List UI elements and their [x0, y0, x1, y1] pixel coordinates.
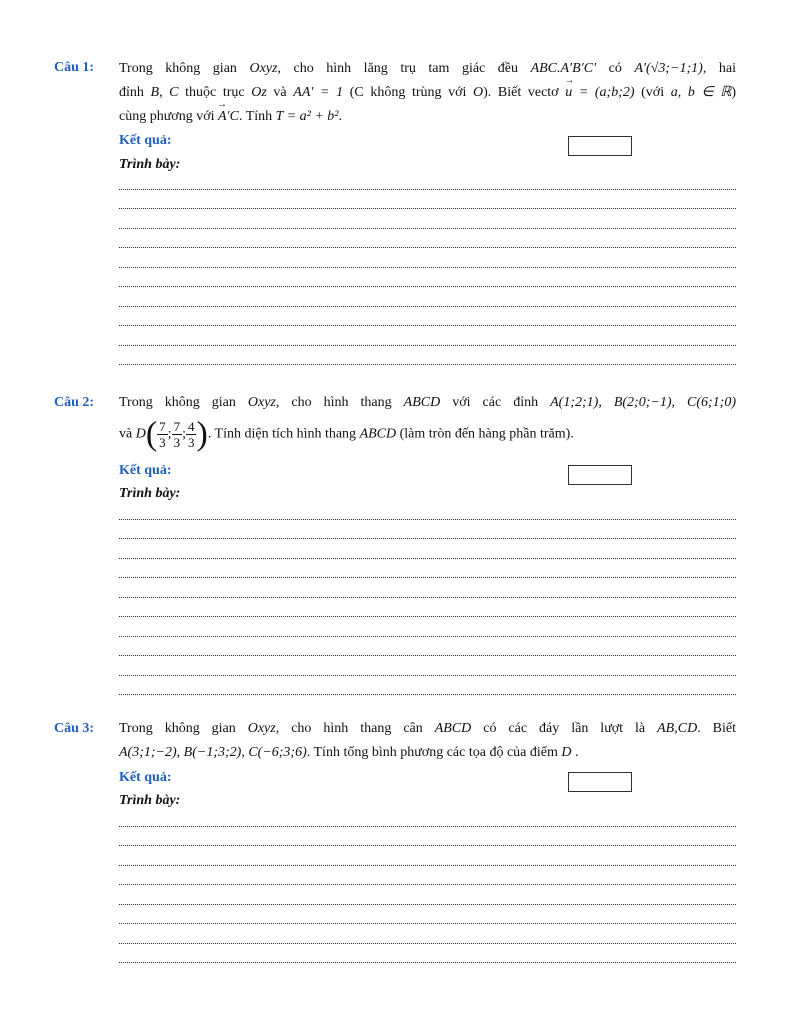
answer-box-2[interactable] [568, 465, 632, 485]
answer-lines-2[interactable] [119, 503, 736, 698]
question-1-text: Trong không gian Oxyz, cho hình lăng trụ tam giác đều ABC.A′B′C′ có A′(√3;−1;1), hai đỉnh B, C thuộc trục Oz và AA′ = 1 (C không trùng với O). Biết vectơ → u = (a;b;2) (với a, b ∈ ℝ) cùng phương với → A′C. Tính T = a² + b². [119, 57, 736, 129]
question-3-label: Câu 3: [54, 721, 95, 736]
result-label-2: Kết quả: [119, 463, 172, 478]
question-2-text: Trong không gian Oxyz, cho hình thang ABCD với các đỉnh A(1;2;1), B(2;0;−1), C(6;1;0) và D( $\frac{7}{3}$ ; $\frac{7}{3}$ ; $\frac{4}{3}$ ). Tính diện tích hình thang ABCD (làm tròn đến hàng phần trăm). [119, 395, 736, 453]
work-label-3: Trình bày: [119, 793, 181, 808]
work-label-2: Trình bày: [119, 486, 181, 501]
answer-box-3[interactable] [568, 772, 632, 792]
question-2-label: Câu 2: [54, 395, 95, 410]
question-1-label: Câu 1: [54, 60, 95, 75]
result-label-1: Kết quả: [119, 133, 172, 148]
question-3-text: Trong không gian Oxyz, cho hình thang cân ABCD có các đáy lần lượt là AB,CD. Biết A(3;1;−2), B(−1;3;2), C(−6;3;6). Tính tổng bình phương các tọa độ của điểm D . [119, 721, 736, 760]
work-label-1: Trình bày: [119, 157, 181, 172]
answer-lines-3[interactable] [119, 810, 736, 966]
answer-box-1[interactable] [568, 136, 632, 156]
result-label-3: Kết quả: [119, 770, 172, 785]
answer-lines-1[interactable] [119, 173, 736, 368]
